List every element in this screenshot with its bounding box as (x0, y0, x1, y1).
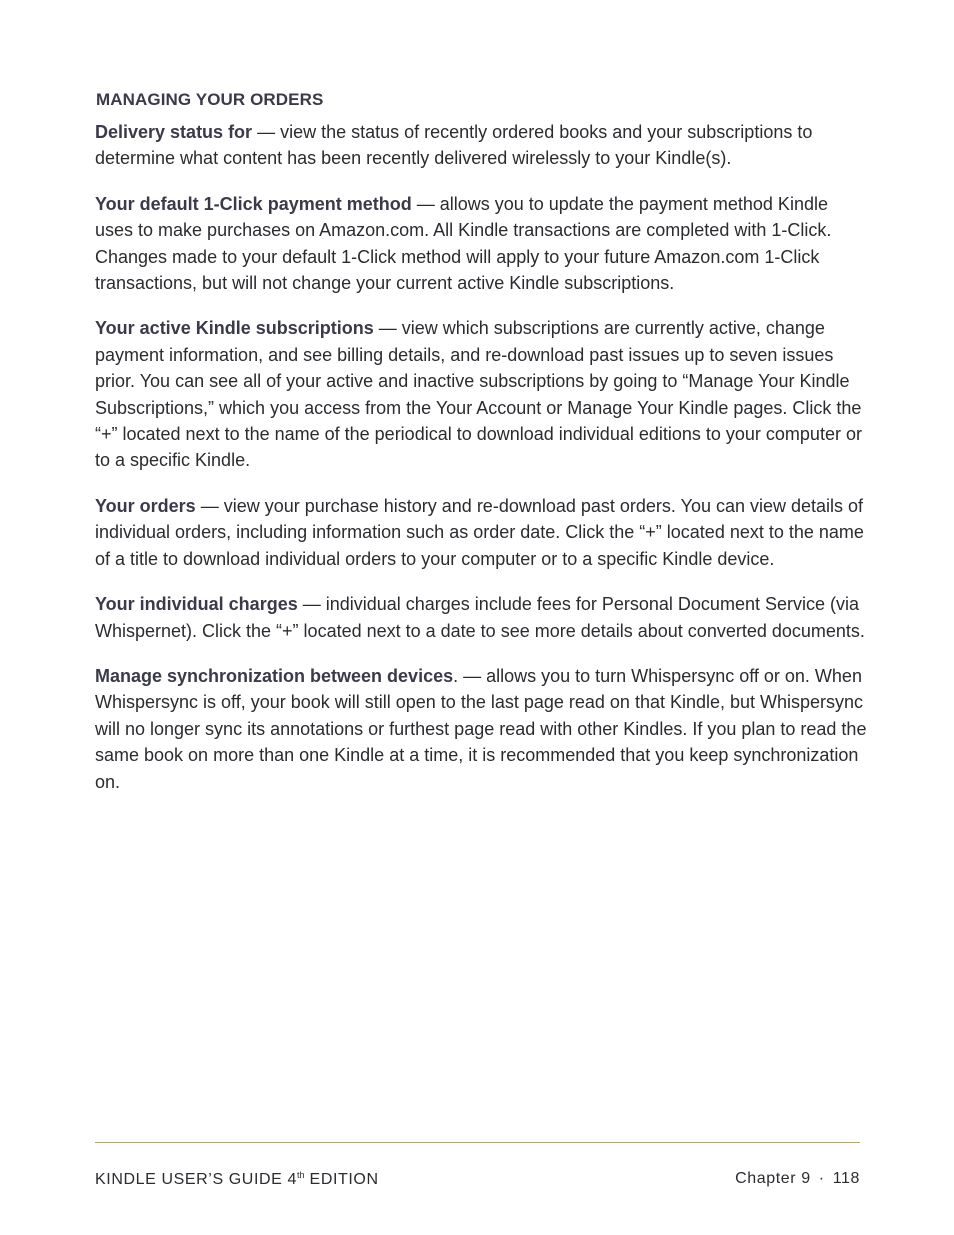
entry-payment-method (95, 191, 870, 297)
page-content (95, 90, 870, 814)
entry-text: . — allows you to turn Whispersync off or on. When Whispersync is off, your book will still open to the last page read on that Kindle, but Whispersync will no longer sync its annotations or furthest page read with other Kindles. If you plan to read the same book on more than one Kindle at a time, it is recommended that you keep synchronization on. (95, 665, 867, 792)
entry-text: — view which subscriptions are currently active, change payment information, and see billing details, and re-download past issues up to seven issues prior. You can see all of your active and inactive subscriptions by going to “Manage Your Kindle Subscriptions,” which you access from the Your Account or Manage Your Kindle pages. Click the “+” located next to the name of the periodical to download individual editions to your computer or to a specific Kindle. (95, 318, 862, 471)
entry-term: Your default 1-Click payment method (95, 193, 412, 214)
entry-synchronization (95, 663, 870, 795)
entry-text: — view your purchase history and re-download past orders. You can view details of individual orders, including information such as order date. Click the “+” located next to the name of a title to download individual orders to your computer or to a specific Kindle device. (95, 495, 864, 569)
entry-term: Your individual charges (95, 594, 298, 615)
footer-page-number: 118 (832, 1170, 860, 1187)
entry-text: — individual charges include fees for Personal Document Service (via Whispernet). Click the “+” located next to a date to see more details about converted documents. (95, 594, 865, 641)
entry-text: — allows you to update the payment method Kindle uses to make purchases on Amazon.com. All Kindle transactions are completed with 1-Click. Changes made to your default 1-Click method will apply to your future Amazon.com 1-Click transactions, but will not change your current active Kindle subscriptions. (95, 193, 832, 294)
entry-term: Your active Kindle subscriptions (95, 318, 374, 339)
guide-title-edition: EDITION (304, 1171, 379, 1188)
section-heading: MANAGING YOUR ORDERS (96, 90, 324, 109)
entry-individual-charges (95, 591, 870, 644)
guide-title-main: KINDLE USER’S GUIDE 4 (95, 1171, 297, 1188)
footer-divider (95, 1142, 860, 1143)
footer-separator: · (818, 1170, 825, 1187)
footer-page-info (735, 1170, 860, 1188)
entry-term: Manage synchronization between devices (95, 665, 454, 686)
guide-title-superscript: th (296, 1170, 305, 1180)
footer-guide-title (95, 1170, 379, 1189)
entry-text: — view the status of recently ordered books and your subscriptions to determine what content has been recently delivered wirelessly to your Kindle(s). (95, 122, 813, 169)
entry-active-subscriptions (95, 315, 870, 473)
entry-your-orders (95, 493, 870, 572)
entry-delivery-status (95, 119, 870, 172)
entry-term: Your orders (95, 495, 196, 516)
footer-chapter: Chapter 9 (735, 1170, 811, 1187)
entry-term: Delivery status for (95, 122, 253, 142)
